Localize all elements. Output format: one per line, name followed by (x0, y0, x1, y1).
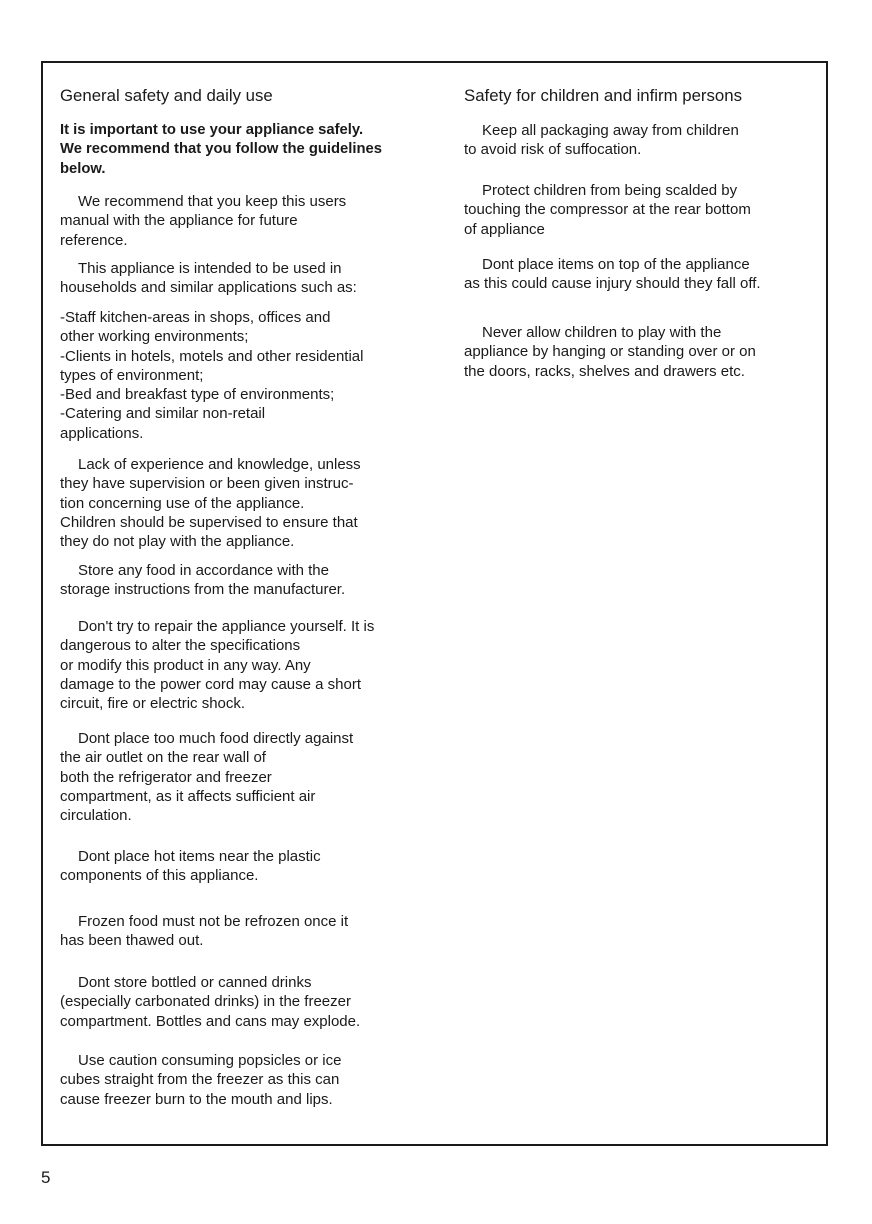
text-line: or modify this product in any way. Any (60, 656, 311, 674)
text-line: storage instructions from the manufacturer. (60, 581, 346, 599)
text-line: -Catering and similar non-retail (60, 405, 266, 423)
text-line: components of this appliance. (60, 867, 259, 885)
intro-line: below. (60, 160, 106, 177)
text-line: tion concerning use of the appliance. (60, 494, 305, 512)
text-line: Dont place items on top of the appliance (482, 256, 750, 273)
paragraph-bottled-drinks (60, 973, 360, 1031)
paragraph-no-repair (60, 617, 374, 713)
text-line: they do not play with the appliance. (60, 533, 295, 551)
text-line: -Clients in hotels, motels and other residential (60, 347, 364, 365)
text-line: Never allow children to play with the (482, 324, 722, 341)
text-line: compartment, as it affects sufficient air (60, 787, 316, 805)
paragraph-hot-items (60, 847, 321, 886)
text-line: -Staff kitchen-areas in shops, offices and (60, 309, 331, 326)
text-line: Children should be supervised to ensure that (60, 513, 358, 531)
text-line: types of environment; (60, 366, 204, 384)
text-line: reference. (60, 231, 128, 249)
text-line: dangerous to alter the specifications (60, 637, 301, 655)
text-line: cubes straight from the freezer as this can (60, 1071, 340, 1089)
text-line: Use caution consuming popsicles or ice (78, 1052, 342, 1069)
text-line: households and similar applications such as: (60, 279, 357, 297)
text-line: touching the compressor at the rear bottom (464, 201, 751, 219)
text-line: to avoid risk of suffocation. (464, 141, 642, 159)
paragraph-compressor (464, 181, 751, 239)
text-line: appliance by hanging or standing over or on (464, 343, 756, 361)
paragraph-freezer-burn (60, 1051, 341, 1109)
text-line: other working environments; (60, 328, 249, 346)
text-line: the air outlet on the rear wall of (60, 749, 266, 767)
paragraph-intended-use (60, 259, 357, 298)
intro-line: We recommend that you follow the guidelines (60, 141, 383, 158)
text-line: compartment. Bottles and cans may explode. (60, 1012, 361, 1030)
text-line: as this could cause injury should they fall off. (464, 275, 761, 293)
text-line: Keep all packaging away from children (482, 122, 739, 139)
text-line: -Bed and breakfast type of environments; (60, 386, 335, 404)
text-line: circuit, fire or electric shock. (60, 695, 246, 713)
text-line: of appliance (464, 220, 545, 238)
intro-line: It is important to use your appliance safely. (60, 122, 364, 138)
text-line: manual with the appliance for future (60, 212, 298, 230)
text-line: the doors, racks, shelves and drawers etc. (464, 362, 745, 380)
text-line: has been thawed out. (60, 932, 204, 950)
paragraph-application-list (60, 308, 364, 443)
text-line: Lack of experience and knowledge, unless (78, 456, 361, 473)
text-line: (especially carbonated drinks) in the freezer (60, 993, 351, 1011)
text-line: damage to the power cord may cause a short (60, 675, 361, 693)
text-line: applications. (60, 424, 144, 442)
section-heading-general-safety: General safety and daily use (60, 86, 273, 105)
paragraph-refreezing (60, 912, 348, 951)
section-heading-children-safety: Safety for children and infirm persons (464, 86, 742, 105)
text-line: both the refrigerator and freezer (60, 768, 272, 786)
paragraph-supervision (60, 455, 361, 551)
text-line: Dont store bottled or canned drinks (78, 974, 312, 991)
text-line: circulation. (60, 807, 132, 825)
text-line: Dont place hot items near the plastic (78, 848, 321, 865)
paragraph-packaging (464, 121, 739, 160)
paragraph-food-storage (60, 561, 345, 600)
text-line: Protect children from being scalded by (482, 182, 738, 199)
text-line: cause freezer burn to the mouth and lips. (60, 1090, 333, 1108)
paragraph-no-playing (464, 323, 756, 381)
content-frame (41, 61, 828, 1146)
text-line: Frozen food must not be refrozen once it (78, 913, 349, 930)
paragraph-items-on-top (464, 255, 761, 294)
text-line: We recommend that you keep this users (78, 193, 347, 210)
intro-note (60, 121, 382, 179)
paragraph-air-outlet (60, 729, 353, 825)
text-line: This appliance is intended to be used in (78, 260, 342, 277)
text-line: they have supervision or been given instruc- (60, 475, 354, 493)
paragraph-keep-manual (60, 192, 346, 250)
page-number: 5 (41, 1168, 51, 1187)
text-line: Don't try to repair the appliance yourself. It is (78, 618, 375, 635)
text-line: Dont place too much food directly against (78, 730, 354, 747)
text-line: Store any food in accordance with the (78, 562, 329, 579)
